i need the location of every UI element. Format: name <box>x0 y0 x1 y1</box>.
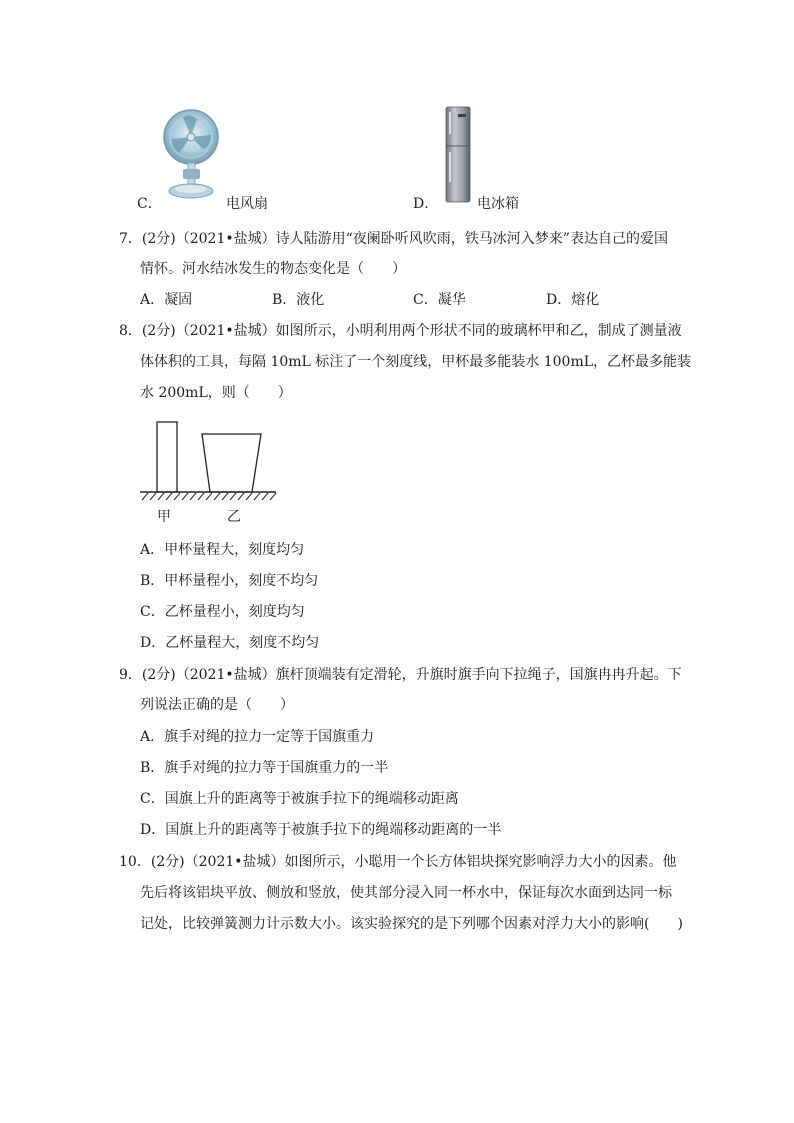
q8-option-c[interactable]: C．乙杯量程小，刻度均匀 <box>140 604 305 620</box>
cup-b-label: 乙 <box>227 509 241 525</box>
q10-stem-line-3: 记处，比较弹簧测力计示数大小。该实验探究的是下列哪个因素对浮力大小的影响( ) <box>140 916 683 932</box>
q8-stem-line-3: 水 200mL，则（ ） <box>140 385 292 401</box>
q9-option-c[interactable]: C．国旗上升的距离等于被旗手拉下的绳端移动距离 <box>140 791 459 807</box>
q9-stem-line-1: 9．(2分)（2021•盐城）旗杆顶端装有定滑轮，升旗时旗手向下拉绳子，国旗冉冉升起。下 <box>119 667 682 683</box>
q9-option-a[interactable]: A．旗手对绳的拉力一定等于国旗重力 <box>140 729 375 745</box>
q9-option-b[interactable]: B．旗手对绳的拉力等于国旗重力的一半 <box>140 760 389 776</box>
q8-option-d[interactable]: D．乙杯量程大，刻度不均匀 <box>140 635 320 651</box>
q7-option-b[interactable]: B．液化 <box>272 292 325 308</box>
q8-stem-line-2: 体体积的工具，每隔 10mL 标注了一个刻度线，甲杯最多能装水 100mL，乙杯最多能装 <box>140 354 692 370</box>
q7-option-d[interactable]: D．熔化 <box>546 292 600 308</box>
q6-option-d-text: 电冰箱 <box>477 196 519 212</box>
q7-option-c[interactable]: C．凝华 <box>413 292 466 308</box>
q8-stem-line-1: 8．(2分)（2021•盐城）如图所示，小明利用两个形状不同的玻璃杯甲和乙，制成了测量液 <box>119 323 682 339</box>
q9-stem-line-2: 列说法正确的是（ ） <box>140 697 294 713</box>
q6-option-d-letter: D． <box>413 196 439 212</box>
q7-stem-line-2: 情怀。河水结冰发生的物态变化是（ ） <box>140 261 406 277</box>
q6-option-c-text: 电风扇 <box>226 196 268 212</box>
q7-options <box>140 290 660 310</box>
q7-stem-line-1: 7．(2分)（2021•盐城）诗人陆游用“夜阑卧听风吹雨，铁马冰河入梦来”表达自己的爱国 <box>119 231 668 247</box>
q8-option-a[interactable]: A．甲杯量程大，刻度均匀 <box>140 542 305 558</box>
cups-figure <box>138 419 278 501</box>
q10-stem-line-1: 10．(2分)（2021•盐城）如图所示，小聪用一个长方体铝块探究影响浮力大小的因素。他 <box>119 854 677 870</box>
q9-option-d[interactable]: D．国旗上升的距离等于被旗手拉下的绳端移动距离的一半 <box>140 822 502 838</box>
q8-option-b[interactable]: B．甲杯量程小，刻度不均匀 <box>140 573 319 589</box>
q6-option-c-letter: C． <box>137 196 162 212</box>
q7-option-a[interactable]: A．凝固 <box>140 292 193 308</box>
q10-stem-line-2: 先后将该铝块平放、侧放和竖放，使其部分浸入同一杯水中，保证每次水面到达同一标 <box>140 885 672 901</box>
electric-fan-icon <box>163 105 225 205</box>
refrigerator-icon <box>444 106 472 204</box>
cup-a-label: 甲 <box>157 509 171 525</box>
